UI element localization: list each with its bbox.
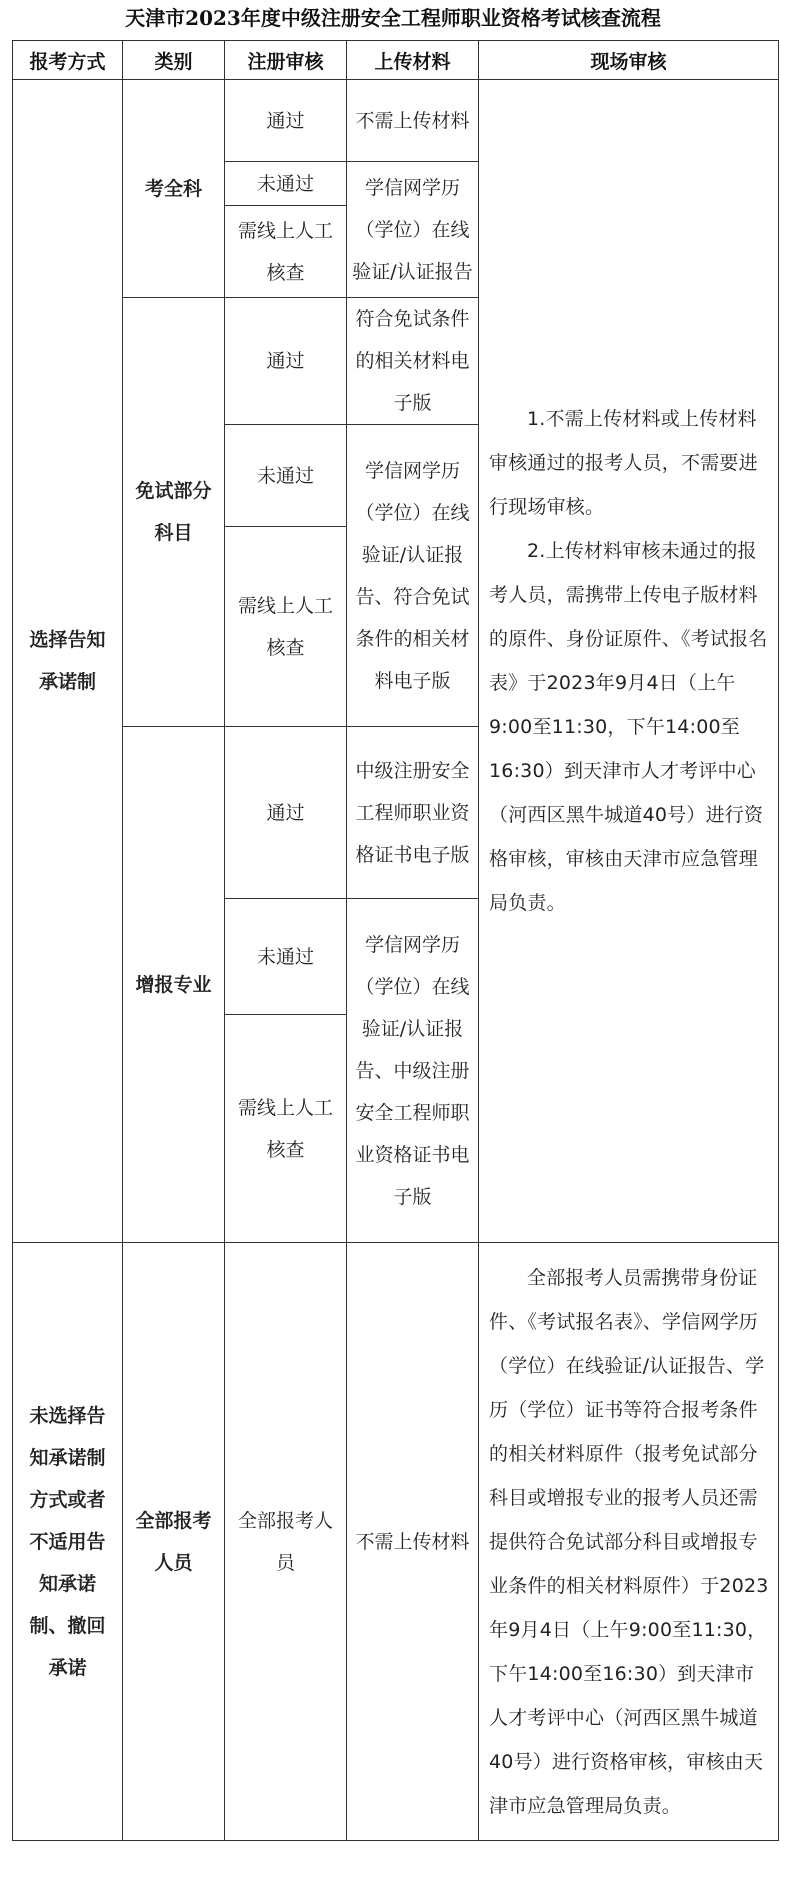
onsite-commit: [479, 80, 779, 1243]
review-process-table: [12, 40, 779, 1841]
page-title: 天津市2023年度中级注册安全工程师职业资格考试核查流程: [125, 6, 661, 30]
header-category: 类别: [123, 41, 225, 80]
category-all-applicants: 全部报考人员: [123, 1243, 225, 1841]
review-all-applicants: 全部报考人员: [225, 1243, 347, 1841]
review-failed: 未通过: [225, 425, 347, 527]
onsite-paragraph: 全部报考人员需携带身份证件、《考试报名表》、学信网学历（学位）在线验证/认证报告、学历（学位）证书等符合报考条件的相关材料原件（报考免试部分科目或增报专业的报考人员还需提供符合免试部分科目或增报专业条件的相关材料原件）于2023年9月4日（上午9:00至11:30，下午14:00至16:30）到天津市人才考评中心（河西区黑牛城道40号）进行资格审核，审核由天津市应急管理局负责。: [489, 1266, 769, 1817]
onsite-paragraph-1: 1.不需上传材料或上传材料审核通过的报考人员，不需要进行现场审核。: [489, 408, 758, 518]
review-manual: 需线上人工核查: [225, 1015, 347, 1243]
review-failed: 未通过: [225, 899, 347, 1015]
review-failed: 未通过: [225, 162, 347, 206]
category-exempt: 免试部分科目: [123, 298, 225, 727]
review-passed: 通过: [225, 727, 347, 899]
material-cell: 不需上传材料: [347, 1243, 479, 1841]
method-commit: 选择告知承诺制: [13, 80, 123, 1243]
header-method: 报考方式: [13, 41, 123, 80]
review-manual: 需线上人工核查: [225, 206, 347, 298]
material-cell: 不需上传材料: [347, 80, 479, 162]
material-cell: 学信网学历（学位）在线验证/认证报告: [347, 162, 479, 298]
review-passed: 通过: [225, 298, 347, 425]
header-review: 注册审核: [225, 41, 347, 80]
table-row: [13, 1243, 779, 1841]
header-material: 上传材料: [347, 41, 479, 80]
material-cell: 符合免试条件的相关材料电子版: [347, 298, 479, 425]
material-cell: 学信网学历（学位）在线验证/认证报告、符合免试条件的相关材料电子版: [347, 425, 479, 727]
table-row: [13, 80, 779, 162]
category-all-subjects: 考全科: [123, 80, 225, 298]
material-cell: 中级注册安全工程师职业资格证书电子版: [347, 727, 479, 899]
header-row: [13, 41, 779, 80]
review-passed: 通过: [225, 80, 347, 162]
onsite-no-commit: [479, 1243, 779, 1841]
material-cell: 学信网学历（学位）在线验证/认证报告、中级注册安全工程师职业资格证书电子版: [347, 899, 479, 1243]
category-additional: 增报专业: [123, 727, 225, 1243]
method-no-commit: 未选择告知承诺制方式或者不适用告知承诺制、撤回承诺: [13, 1243, 123, 1841]
header-onsite: 现场审核: [479, 41, 779, 80]
onsite-paragraph-2: 2.上传材料审核未通过的报考人员，需携带上传电子版材料的原件、身份证原件、《考试报名表》于2023年9月4日（上午9:00至11:30，下午14:00至16:30）到天津市人才考评中心（河西区黑牛城道40号）进行资格审核，审核由天津市应急管理局负责。: [489, 540, 768, 914]
review-manual: 需线上人工核查: [225, 527, 347, 727]
